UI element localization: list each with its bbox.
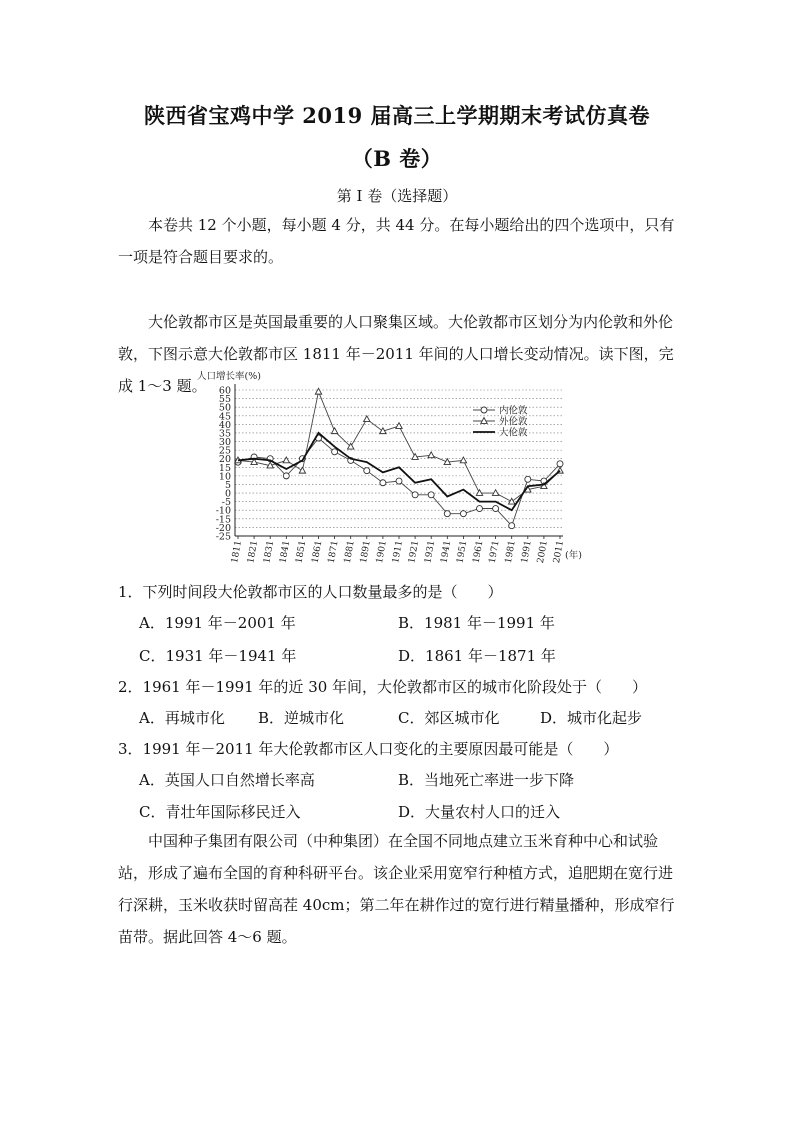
data-point-triangle [364,416,370,422]
x-tick-label: 1991 [519,539,534,565]
data-point-triangle [331,428,337,434]
data-point-circle [428,492,434,498]
data-point-circle [509,523,515,529]
x-tick-label: 1851 [294,539,309,565]
y-tick-label: 50 [218,402,231,414]
data-point-circle [493,506,499,512]
passage-1: 大伦敦都市区是英国最重要的人口聚集区域。大伦敦都市区划分为内伦敦和外伦敦，下图示意大伦敦都市区 1811 年－2011 年间的人口增长变动情况。读下图，完成 1～3 题。 [118,313,674,395]
x-tick-label: 1811 [230,539,244,565]
legend-marker-triangle [481,418,487,424]
x-tick-label: 1951 [455,539,470,565]
section-heading: 第 I 卷（选择题） [336,187,458,205]
q1-option-d: D．1861 年－1871 年 [398,647,556,665]
y-tick-label: -15 [215,514,231,526]
data-point-circle [557,461,563,467]
page-subtitle: （B 卷） [351,146,443,171]
x-tick-label: 1931 [423,539,438,565]
q2-option-b: B．逆城市化 [258,709,345,727]
q2-option-c: C．郊区城市化 [398,709,500,727]
y-tick-label: -10 [215,505,231,517]
question-1: 1．下列时间段大伦敦都市区的人口数量最多的是（ ） [118,583,503,601]
x-tick-label: 2001 [536,539,550,565]
x-tick-label: 2011 [552,539,566,565]
data-point-circle [364,468,370,474]
y-tick-label: 40 [218,419,231,431]
x-tick-label: 1941 [439,539,454,565]
data-point-triangle [315,388,321,394]
legend-marker-circle [481,407,487,413]
x-tick-label: 1901 [375,539,389,565]
population-growth-chart [195,368,590,573]
data-point-circle [380,480,386,486]
x-tick-label: 1881 [342,539,357,565]
y-tick-label: 0 [224,488,231,500]
data-point-triangle [299,467,305,473]
q1-option-a: A．1991 年－2001 年 [139,614,296,632]
y-tick-label: -5 [221,497,231,509]
data-point-circle [477,506,483,512]
x-tick-label: 1841 [278,539,293,565]
q3-option-b: B．当地死亡率进一步下降 [398,771,575,789]
question-2: 2．1961 年－1991 年的近 30 年间，大伦敦都市区的城市化阶段处于（ ） [118,678,648,696]
q2-option-a: A．再城市化 [139,709,225,727]
legend-label: 大伦敦 [499,427,528,439]
x-tick-label: 1831 [262,539,277,565]
q1-option-b: B．1981 年－1991 年 [398,614,555,632]
x-tick-label: 1971 [487,539,502,565]
y-tick-label: 25 [218,445,231,457]
data-point-triangle [476,490,482,496]
q3-option-d: D．大量农村人口的迁入 [398,803,561,821]
page-title: 陕西省宝鸡中学 2019 届高三上学期期末考试仿真卷 [143,103,651,128]
y-tick-label: 55 [218,394,231,406]
data-point-triangle [460,457,466,463]
y-tick-label: 20 [218,454,231,466]
data-point-circle [525,476,531,482]
x-tick-label: 1821 [246,539,261,565]
data-point-circle [283,473,289,479]
x-tick-label: 1981 [503,539,518,565]
x-tick-label: 1921 [407,539,422,565]
data-point-triangle [509,498,515,504]
y-axis-label: 人口增长率(%) [197,371,261,382]
legend-label: 外伦敦 [499,416,528,428]
y-tick-label: 5 [224,479,231,491]
data-point-circle [460,511,466,517]
legend-label: 内伦敦 [499,405,528,417]
data-point-circle [412,492,418,498]
q3-option-c: C．青壮年国际移民迁入 [139,803,301,821]
x-tick-label: 1861 [310,539,325,565]
data-point-circle [332,449,338,455]
y-tick-label: -25 [215,531,231,543]
data-point-triangle [283,457,289,463]
question-3: 3．1991 年－2011 年大伦敦都市区人口变化的主要原因最可能是（ ） [118,740,619,758]
y-tick-label: 35 [218,428,231,440]
data-point-triangle [492,490,498,496]
instructions: 本卷共 12 个小题，每小题 4 分，共 44 分。在每小题给出的四个选项中，只有一项是符合题目要求的。 [118,216,675,266]
q2-option-d: D．城市化起步 [540,709,643,727]
y-tick-label: 15 [218,462,231,474]
x-tick-label: 1871 [326,539,341,565]
x-tick-label: 1911 [391,539,405,565]
y-tick-label: 10 [218,471,231,483]
y-tick-label: 45 [218,411,231,423]
x-tick-label: 1961 [471,539,486,565]
y-tick-label: -20 [215,522,231,534]
passage-2: 中国种子集团有限公司（中种集团）在全国不同地点建立玉米育种中心和试验站，形成了遍布全国的育种科研平台。该企业采用宽窄行种植方式，追肥期在宽行进行深耕，玉米收获时留高茬 40cm；第二年在耕作过的宽行进行精量播种，形成窄行苗带。据此回答 4～6 题。 [118,832,675,946]
y-tick-label: 30 [218,437,231,449]
chart-legend [473,405,528,439]
x-axis-unit: (年) [565,550,582,561]
y-tick-label: 60 [218,385,231,397]
data-point-triangle [428,452,434,458]
q3-option-a: A．英国人口自然增长率高 [139,771,315,789]
data-point-circle [444,511,450,517]
x-tick-label: 1891 [358,539,373,565]
data-point-triangle [396,423,402,429]
q1-option-c: C．1931 年－1941 年 [139,647,297,665]
data-point-circle [396,478,402,484]
